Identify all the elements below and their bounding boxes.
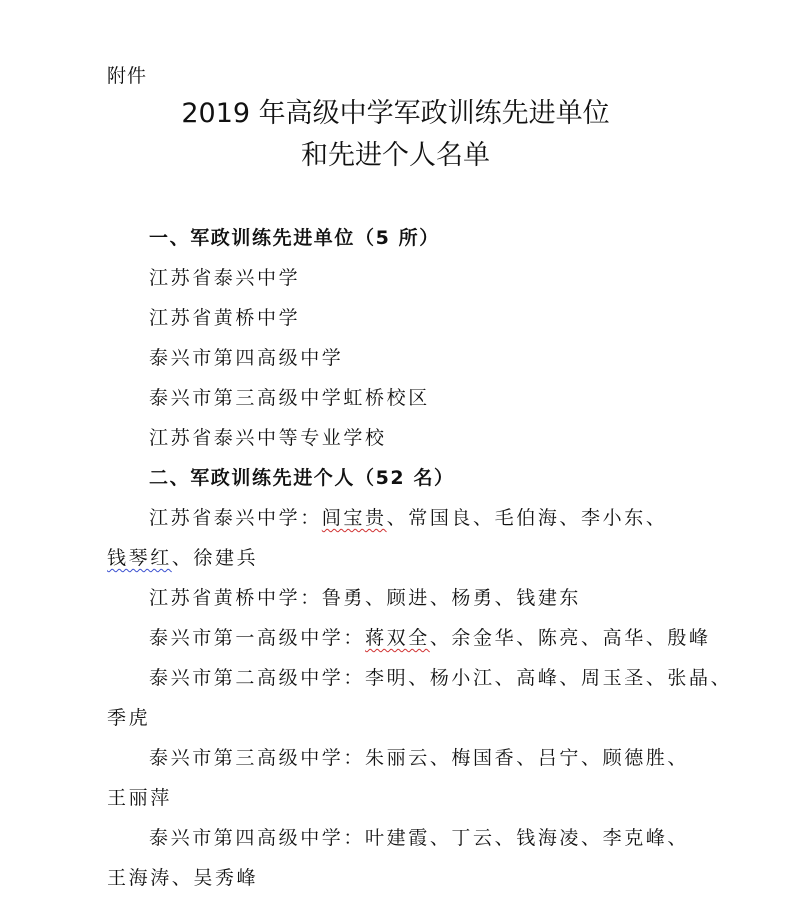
school-name: 泰兴市第三高级中学： bbox=[149, 747, 366, 769]
section-2-heading: 二、军政训练先进个人（52 名） bbox=[149, 467, 455, 489]
advanced-unit-5: 江苏省泰兴中等专业学校 bbox=[149, 427, 387, 449]
individual-entry-4-line-1 bbox=[149, 665, 732, 691]
individual-entry-2-line-1 bbox=[149, 585, 581, 611]
person-names: 、常国良、毛伯海、李小东、 bbox=[386, 507, 668, 529]
section-1-heading: 一、军政训练先进单位（5 所） bbox=[149, 227, 440, 249]
individual-entry-1-line-2 bbox=[107, 545, 258, 571]
school-name: 泰兴市第一高级中学： bbox=[149, 627, 366, 649]
individual-entry-1-line-1 bbox=[149, 505, 667, 531]
person-names: 王丽萍 bbox=[107, 787, 172, 809]
document-title-line-1: 2019 年高级中学军政训练先进单位 bbox=[181, 98, 610, 129]
advanced-unit-1: 江苏省泰兴中学 bbox=[149, 267, 301, 289]
individual-entry-4-line-2 bbox=[107, 705, 150, 731]
person-names: 叶建霞、丁云、钱海凌、李克峰、 bbox=[365, 827, 690, 849]
person-names: 李明、杨小江、高峰、周玉圣、张晶、 bbox=[365, 667, 733, 689]
person-names: 季虎 bbox=[107, 707, 151, 729]
advanced-unit-4: 泰兴市第三高级中学虹桥校区 bbox=[149, 387, 430, 409]
individual-entry-5-line-2 bbox=[107, 785, 172, 811]
person-name-flagged: 钱琴红 bbox=[107, 547, 172, 569]
person-name-flagged: 蒋双全 bbox=[365, 627, 430, 649]
individual-entry-5-line-1 bbox=[149, 745, 689, 771]
individual-entry-6-line-2 bbox=[107, 865, 258, 891]
school-name: 江苏省泰兴中学： bbox=[149, 507, 322, 529]
school-name: 江苏省黄桥中学： bbox=[149, 587, 322, 609]
school-name: 泰兴市第四高级中学： bbox=[149, 827, 366, 849]
advanced-unit-2: 江苏省黄桥中学 bbox=[149, 307, 301, 329]
person-name-flagged: 闾宝贵 bbox=[321, 507, 387, 529]
person-names: 朱丽云、梅国香、吕宁、顾德胜、 bbox=[365, 747, 690, 769]
individual-entry-3-line-1 bbox=[149, 625, 711, 651]
attachment-label: 附件 bbox=[107, 65, 148, 87]
school-name: 泰兴市第二高级中学： bbox=[149, 667, 366, 689]
person-names: 、余金华、陈亮、高华、殷峰 bbox=[429, 627, 711, 649]
individual-entry-6-line-1 bbox=[149, 825, 689, 851]
person-names: 王海涛、吴秀峰 bbox=[107, 867, 259, 889]
document-title-line-2: 和先进个人名单 bbox=[301, 140, 490, 171]
advanced-unit-3: 泰兴市第四高级中学 bbox=[149, 347, 344, 369]
person-names: 、徐建兵 bbox=[171, 547, 259, 569]
person-names: 鲁勇、顾进、杨勇、钱建东 bbox=[321, 587, 582, 609]
